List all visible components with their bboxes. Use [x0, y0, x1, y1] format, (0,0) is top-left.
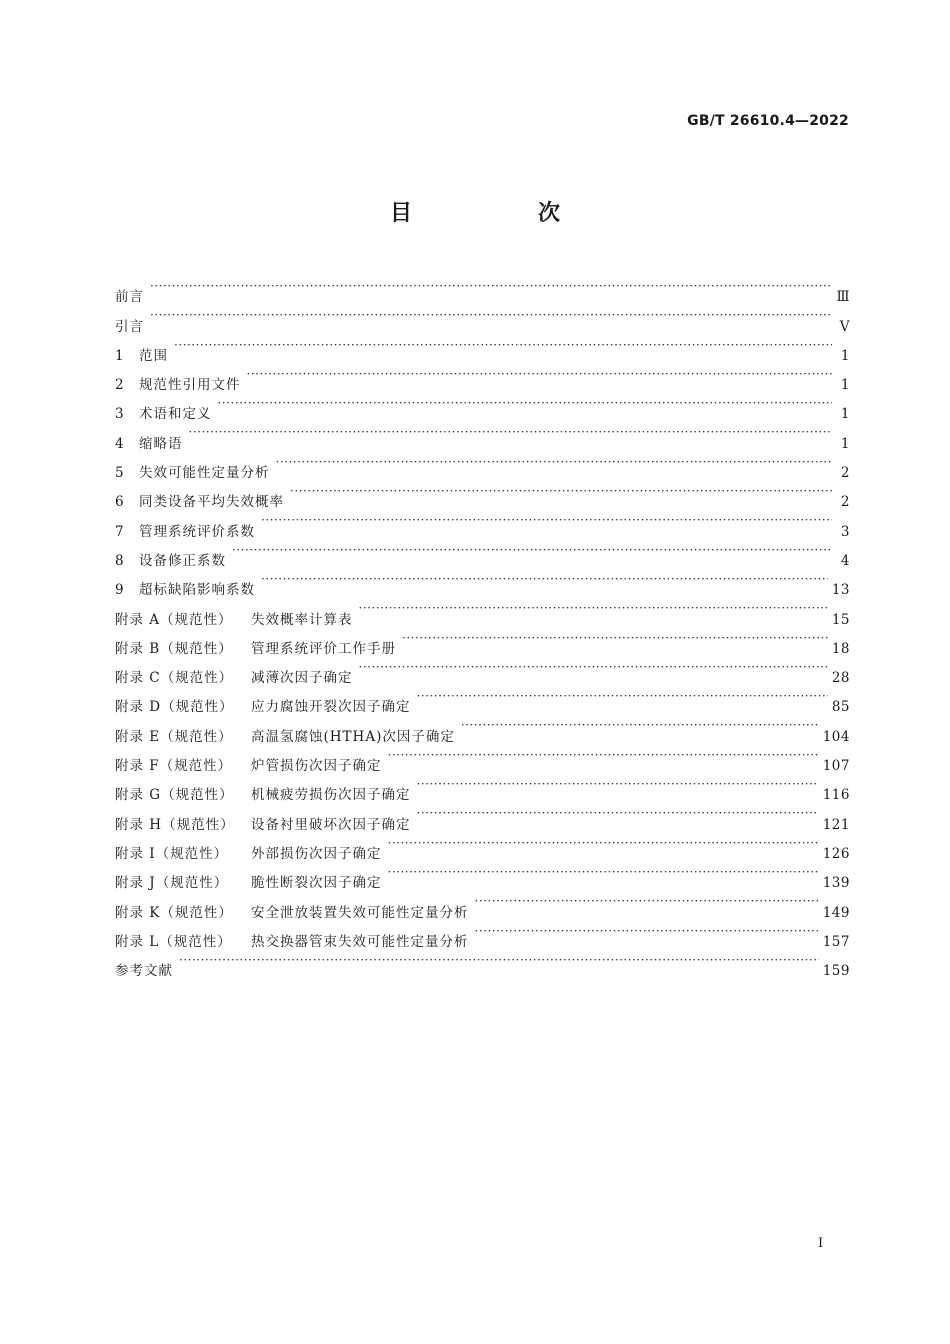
toc-leader-dots	[174, 331, 832, 360]
toc-leader-dots	[417, 682, 828, 711]
toc-entry-label	[115, 606, 359, 635]
toc-entry-title: 管理系统评价工作手册	[251, 640, 396, 657]
toc-entry-number: 8	[115, 552, 125, 569]
toc-entry-label	[115, 547, 232, 576]
toc-leader-dots	[276, 448, 833, 477]
toc-leader-dots	[388, 858, 819, 887]
toc-entry-title: 设备衬里破坏次因子确定	[251, 816, 411, 833]
toc-entry-label	[115, 430, 189, 459]
toc-entry-page: 15	[831, 611, 850, 628]
toc-entry-title: 机械疲劳损伤次因子确定	[251, 787, 411, 804]
toc-entry-page: Ⅴ	[839, 318, 850, 335]
toc-entry-page: 159	[822, 963, 850, 980]
toc-entry-number: 4	[115, 435, 125, 452]
toc-leader-dots	[150, 301, 832, 330]
toc-entry-page: Ⅲ	[836, 289, 850, 306]
toc-leader-dots	[261, 565, 828, 594]
toc-entry-label	[115, 840, 388, 869]
toc-entry[interactable]	[115, 331, 850, 364]
toc-entry-label	[115, 664, 359, 693]
toc-entry-label	[115, 957, 179, 986]
toc-entry-number: 3	[115, 406, 125, 423]
toc-entry-annex: 附录 L（规范性）	[115, 933, 232, 950]
toc-entry-label	[115, 313, 150, 342]
toc-leader-dots	[417, 799, 819, 828]
toc-entry-number: 6	[115, 494, 125, 511]
page-title: 目 次	[389, 201, 612, 226]
toc-entry-page: 1	[840, 377, 850, 394]
toc-entry[interactable]	[115, 301, 850, 335]
toc-entry-annex: 附录 K（规范性）	[115, 904, 233, 921]
toc-entry-annex: 附录 E（规范性）	[115, 728, 233, 745]
toc-entry-title: 失效可能性定量分析	[139, 465, 270, 482]
toc-entry-title: 引言	[115, 318, 144, 335]
toc-entry-page: 149	[822, 904, 850, 921]
toc-entry-title: 高温氢腐蚀(HTHA)次因子确定	[251, 728, 455, 745]
toc-entry-annex: 附录 J（规范性）	[115, 875, 229, 892]
toc-entry-page: 2	[840, 494, 850, 511]
toc-entry-annex: 附录 G（规范性）	[115, 787, 234, 804]
toc-entry-number: 7	[115, 523, 125, 540]
toc-entry-label	[115, 693, 417, 722]
toc-entry-label	[115, 459, 276, 488]
toc-leader-dots	[179, 946, 819, 975]
toc-leader-dots	[417, 770, 819, 799]
toc-entry-page: 28	[831, 670, 850, 687]
toc-leader-dots	[261, 506, 832, 535]
toc-leader-dots	[461, 711, 819, 740]
toc-entry-title: 外部损伤次因子确定	[251, 845, 382, 862]
toc-entry-number: 9	[115, 582, 125, 599]
toc-entry-page: 116	[822, 787, 850, 804]
toc-entry-label	[115, 899, 475, 928]
toc-entry-label	[115, 342, 174, 371]
toc-leader-dots	[475, 917, 819, 946]
toc-entry-page: 1	[840, 435, 850, 452]
toc-entry[interactable]	[115, 272, 850, 306]
toc-entry-title: 减薄次因子确定	[251, 670, 353, 687]
toc-leader-dots	[388, 829, 819, 858]
standard-code: GB/T 26610.4—2022	[687, 113, 849, 129]
toc-entry-title: 超标缺陷影响系数	[139, 582, 255, 599]
toc-entry-title: 术语和定义	[139, 406, 212, 423]
toc-entry-annex: 附录 D（规范性）	[115, 699, 234, 716]
toc-leader-dots	[150, 272, 832, 301]
toc-entry-page: 4	[840, 552, 850, 569]
toc-leader-dots	[359, 653, 828, 682]
toc-entry-page: 157	[822, 933, 850, 950]
toc-entry-annex: 附录 F（规范性）	[115, 758, 233, 775]
toc-entry-page: 18	[831, 640, 850, 657]
toc-entry-title: 炉管损伤次因子确定	[251, 758, 382, 775]
toc-entry-title: 应力腐蚀开裂次因子确定	[251, 699, 411, 716]
toc-entry-number: 2	[115, 377, 125, 394]
toc-entry-title: 失效概率计算表	[251, 611, 353, 628]
toc-entry-title: 前言	[115, 289, 144, 306]
toc-entry-page: 2	[840, 465, 850, 482]
table-of-contents	[115, 272, 850, 980]
toc-entry[interactable]	[115, 448, 850, 482]
toc-entry-title: 脆性断裂次因子确定	[251, 875, 382, 892]
toc-entry-label	[115, 869, 388, 898]
toc-entry-label	[115, 781, 417, 810]
toc-entry-page: 126	[822, 845, 850, 862]
toc-entry[interactable]	[115, 360, 850, 394]
toc-entry-title: 安全泄放装置失效可能性定量分析	[251, 904, 469, 921]
toc-entry-annex: 附录 A（规范性）	[115, 611, 233, 628]
toc-entry[interactable]	[115, 418, 850, 452]
toc-leader-dots	[475, 887, 819, 916]
toc-entry-title: 同类设备平均失效概率	[139, 494, 284, 511]
toc-entry-annex: 附录 H（规范性）	[115, 816, 235, 833]
toc-entry[interactable]	[115, 389, 850, 423]
toc-entry-label	[115, 752, 388, 781]
toc-entry-label	[115, 283, 150, 312]
toc-entry-title: 参考文献	[115, 963, 173, 980]
page-number: Ⅰ	[818, 1236, 824, 1251]
toc-entry-page: 1	[840, 406, 850, 423]
toc-leader-dots	[218, 389, 833, 418]
toc-entry-page: 139	[822, 875, 850, 892]
toc-entry-label	[115, 576, 261, 605]
toc-entry-page: 85	[831, 699, 850, 716]
toc-entry-title: 范围	[139, 347, 168, 364]
toc-entry-annex: 附录 B（规范性）	[115, 640, 233, 657]
toc-leader-dots	[247, 360, 833, 389]
toc-entry-number: 5	[115, 465, 125, 482]
toc-entry-title: 热交换器管束失效可能性定量分析	[251, 933, 469, 950]
toc-entry-number: 1	[115, 347, 125, 364]
toc-entry-label	[115, 811, 417, 840]
toc-entry-title: 设备修正系数	[139, 552, 226, 569]
toc-entry-page: 1	[840, 347, 850, 364]
toc-entry-title: 规范性引用文件	[139, 377, 241, 394]
toc-entry-page: 104	[822, 728, 850, 745]
toc-entry-page: 121	[822, 816, 850, 833]
toc-leader-dots	[232, 536, 832, 565]
toc-entry-title: 缩略语	[139, 435, 183, 452]
toc-entry-annex: 附录 C（规范性）	[115, 670, 234, 687]
toc-leader-dots	[290, 477, 832, 506]
toc-leader-dots	[359, 594, 828, 623]
toc-entry-annex: 附录 I（规范性）	[115, 845, 229, 862]
toc-entry-page: 3	[840, 523, 850, 540]
toc-entry-title: 管理系统评价系数	[139, 523, 255, 540]
toc-leader-dots	[388, 741, 819, 770]
toc-leader-dots	[189, 418, 833, 447]
toc-entry-page: 107	[822, 758, 850, 775]
toc-entry-page: 13	[831, 582, 850, 599]
toc-entry[interactable]	[115, 946, 850, 980]
toc-leader-dots	[402, 624, 828, 653]
